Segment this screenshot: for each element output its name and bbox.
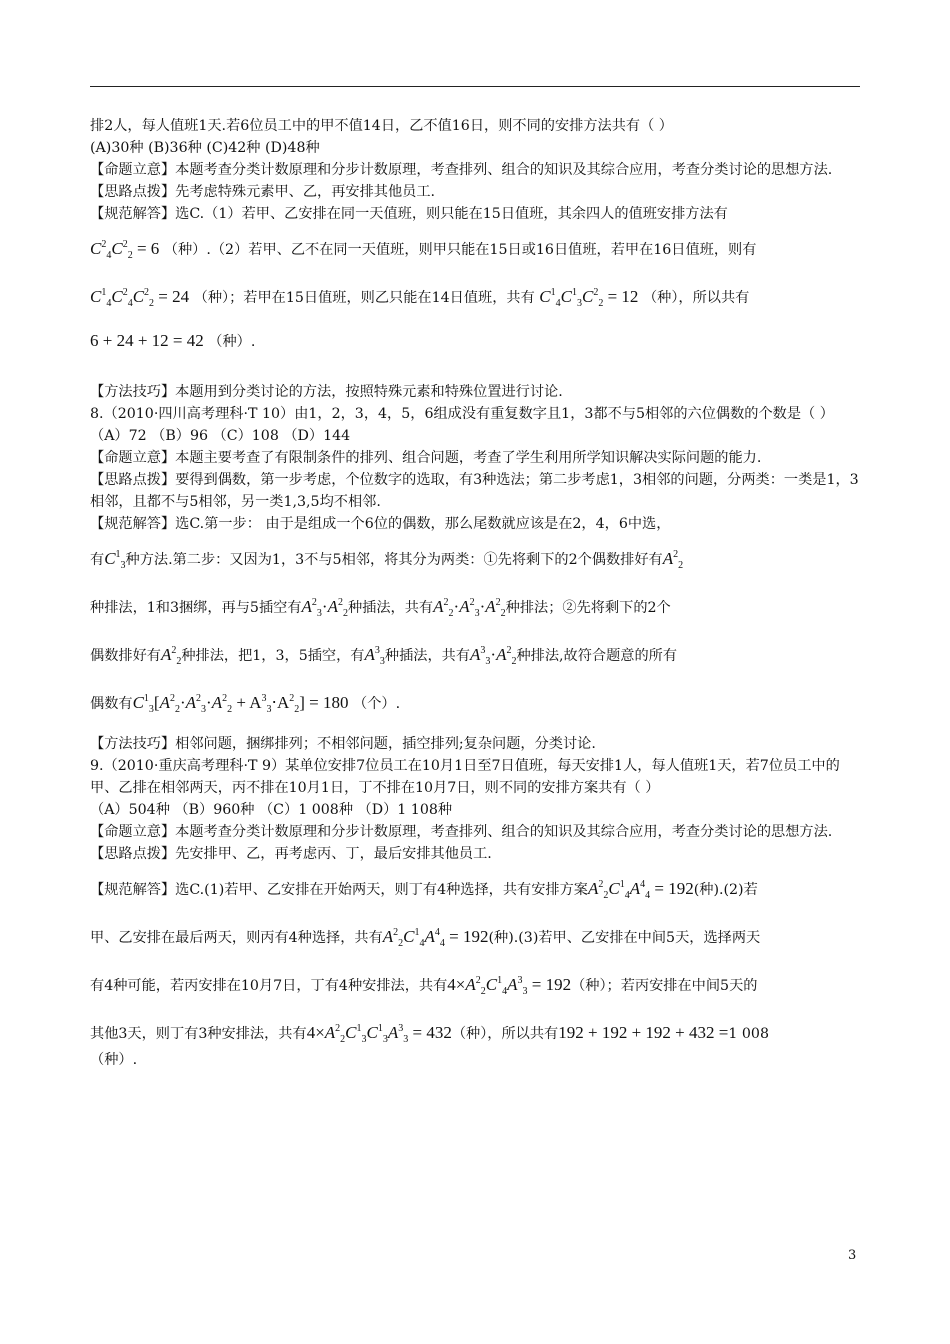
formula: $C^1_4C^2_4C^2_2 = 24$ — [90, 287, 190, 309]
formula: $A^2_3\cdot A^2_2$ — [301, 597, 348, 619]
text-line: 【命题立意】本题考查分类计数原理和分步计数原理，考查排列、组合的知识及其综合应用，考查分类讨论的思想方法. — [90, 824, 833, 840]
formula-line — [90, 321, 862, 361]
formula-line — [90, 273, 862, 313]
question-stem: 9.（2010·重庆高考理科·T 9）某单位安排7位员工在10月1日至7日值班，每天安排1人，每人值班1天，若7位员工中的甲、乙排在相邻两天，丙不排在10月1日，丁不排在10月7日，则不同的安排方案共有（ ） — [90, 758, 840, 796]
text-line: 种排法；②先将剩下的2个 — [505, 600, 671, 616]
formula-line — [90, 631, 862, 671]
formula-line — [90, 1009, 862, 1049]
text-line: （种），所以共有 — [642, 290, 750, 306]
text-line: （种）. — [90, 1052, 138, 1068]
text-line: 【方法技巧】本题用到分类讨论的方法，按照特殊元素和特殊位置进行讨论. — [90, 384, 563, 400]
formula-line — [90, 961, 862, 1001]
document-body — [90, 115, 862, 1071]
formula: $C^2_4C^2_2 = 6$ — [90, 239, 160, 261]
formula: $4\times A^2_2C^1_4A^3_3 = 192$ — [447, 975, 572, 997]
text-line: 【方法技巧】相邻问题，捆绑排列；不相邻问题，插空排列;复杂问题，分类讨论. — [90, 736, 596, 752]
formula: $C^1_3$ — [104, 549, 126, 571]
answer-options: （A）504种 （B）960种 （C）1 008种 （D）1 108种 — [90, 802, 453, 818]
formula-line — [90, 865, 862, 905]
text-line: 【思路点拨】先考虑特殊元素甲、乙，再安排其他员工. — [90, 184, 436, 200]
text-line: 其他3天，则丁有3种安排法，共有 — [90, 1026, 307, 1042]
text-line: (种).(2)若 — [693, 882, 758, 898]
formula-line — [90, 583, 862, 623]
text-line: （种）；若甲在15日值班，则乙只能在14日值班，共有 — [193, 290, 535, 306]
formula-line — [90, 913, 862, 953]
formula: $A^2_2C^1_4A^4_4 = 192$ — [588, 879, 694, 901]
answer-options: (A)30种 (B)36种 (C)42种 (D)48种 — [90, 140, 320, 156]
text-line: 有4种可能，若丙安排在10月7日，丁有4种安排法，共有 — [90, 978, 448, 994]
formula: $A^2_2$ — [662, 549, 684, 571]
formula: $4\times A^2_2C^1_3C^1_3A^3_3 = 432$ — [306, 1023, 452, 1045]
formula: 6 + 24 + 12 = 42 — [90, 331, 204, 350]
text-line: 【规范解答】选C.(1)若甲、乙安排在开始两天，则丁有4种选择，共有安排方案 — [90, 882, 588, 898]
text-line: 【思路点拨】先安排甲、乙，再考虑丙、丁，最后安排其他员工. — [90, 846, 492, 862]
formula: $A^2_2$ — [160, 645, 182, 667]
text-line: （种）.（2）若甲、乙不在同一天值班，则甲只能在15日或16日值班，若甲在16日值班，则有 — [163, 242, 757, 258]
text-line: （个）. — [353, 696, 401, 712]
text-line: 偶数排好有 — [90, 648, 161, 664]
text-line: 种插法，共有 — [347, 600, 434, 616]
text-line: 排2人，每人值班1天.若6位员工中的甲不值14日，乙不值16日，则不同的安排方法共有（ ） — [90, 118, 673, 134]
text-line: （种），所以共有 — [451, 1026, 559, 1042]
text-line: （种）. — [208, 334, 256, 350]
text-line: 种排法，把1，3，5插空，有 — [181, 648, 365, 664]
text-line: 【命题立意】本题主要考查了有限制条件的排列、组合问题，考查了学生利用所学知识解决实际问题的能力. — [90, 450, 762, 466]
text-line: 种插法，共有 — [384, 648, 471, 664]
text-line: 种排法，1和3捆绑，再与5插空有 — [90, 600, 302, 616]
formula: $A^2_2C^1_4A^4_4 = 192$ — [382, 927, 489, 949]
page-number: 3 — [848, 1248, 857, 1263]
formula: $A^3_3\cdot A^2_2$ — [470, 645, 517, 667]
formula: $C^1_4C^1_3C^2_2 = 12$ — [539, 287, 639, 309]
text-line: (种).(3)若甲、乙安排在中间5天，选择两天 — [488, 930, 761, 946]
header-rule — [90, 86, 860, 87]
text-line: 种方法.第二步：又因为1，3不与5相邻，将其分为两类：①先将剩下的2个偶数排好有 — [125, 552, 663, 568]
text-line: 甲、乙安排在最后两天，则丙有4种选择，共有 — [90, 930, 383, 946]
text-line: 【命题立意】本题考查分类计数原理和分步计数原理，考查排列、组合的知识及其综合应用，考查分类讨论的思想方法. — [90, 162, 833, 178]
formula: $A^3_3$ — [364, 645, 385, 667]
answer-options: （A）72 （B）96 （C）108 （D）144 — [90, 428, 351, 444]
text-line: （种）；若丙安排在中间5天的 — [571, 978, 758, 994]
question-stem: 8.（2010·四川高考理科·T 10）由1，2，3，4，5，6组成没有重复数字且1，3都不与5相邻的六位偶数的个数是（ ） — [90, 406, 834, 422]
formula-line — [90, 225, 862, 265]
formula: $C^1_3[A^2_2\cdot A^2_3\cdot A^2_2 + A^3_3\cdot A^2_2] = 180$ — [132, 693, 349, 715]
text-line: 偶数有 — [90, 696, 133, 712]
text-line: 【规范解答】选C.第一步： 由于是组成一个6位的偶数，那么尾数就应该是在2，4，6中选， — [90, 516, 671, 532]
text-line: 有 — [90, 552, 105, 568]
text-line: 1 008 — [728, 1026, 769, 1042]
text-line: 【思路点拨】要得到偶数，第一步考虑，个位数字的选取，有3种选法；第二步考虑1，3相邻的问题，分两类：一类是1，3相邻，且都不与5相邻，另一类1,3,5均不相邻. — [90, 472, 859, 510]
text-line: 种排法,故符合题意的所有 — [516, 648, 678, 664]
formula: $A^2_2\cdot A^2_3\cdot A^2_2$ — [433, 597, 506, 619]
text-line: 【规范解答】选C.（1）若甲、乙安排在同一天值班，则只能在15日值班，其余四人的值班安排方法有 — [90, 206, 728, 222]
formula-line — [90, 679, 862, 719]
formula-line — [90, 535, 862, 575]
formula: 192 + 192 + 192 + 432 = — [558, 1023, 729, 1042]
